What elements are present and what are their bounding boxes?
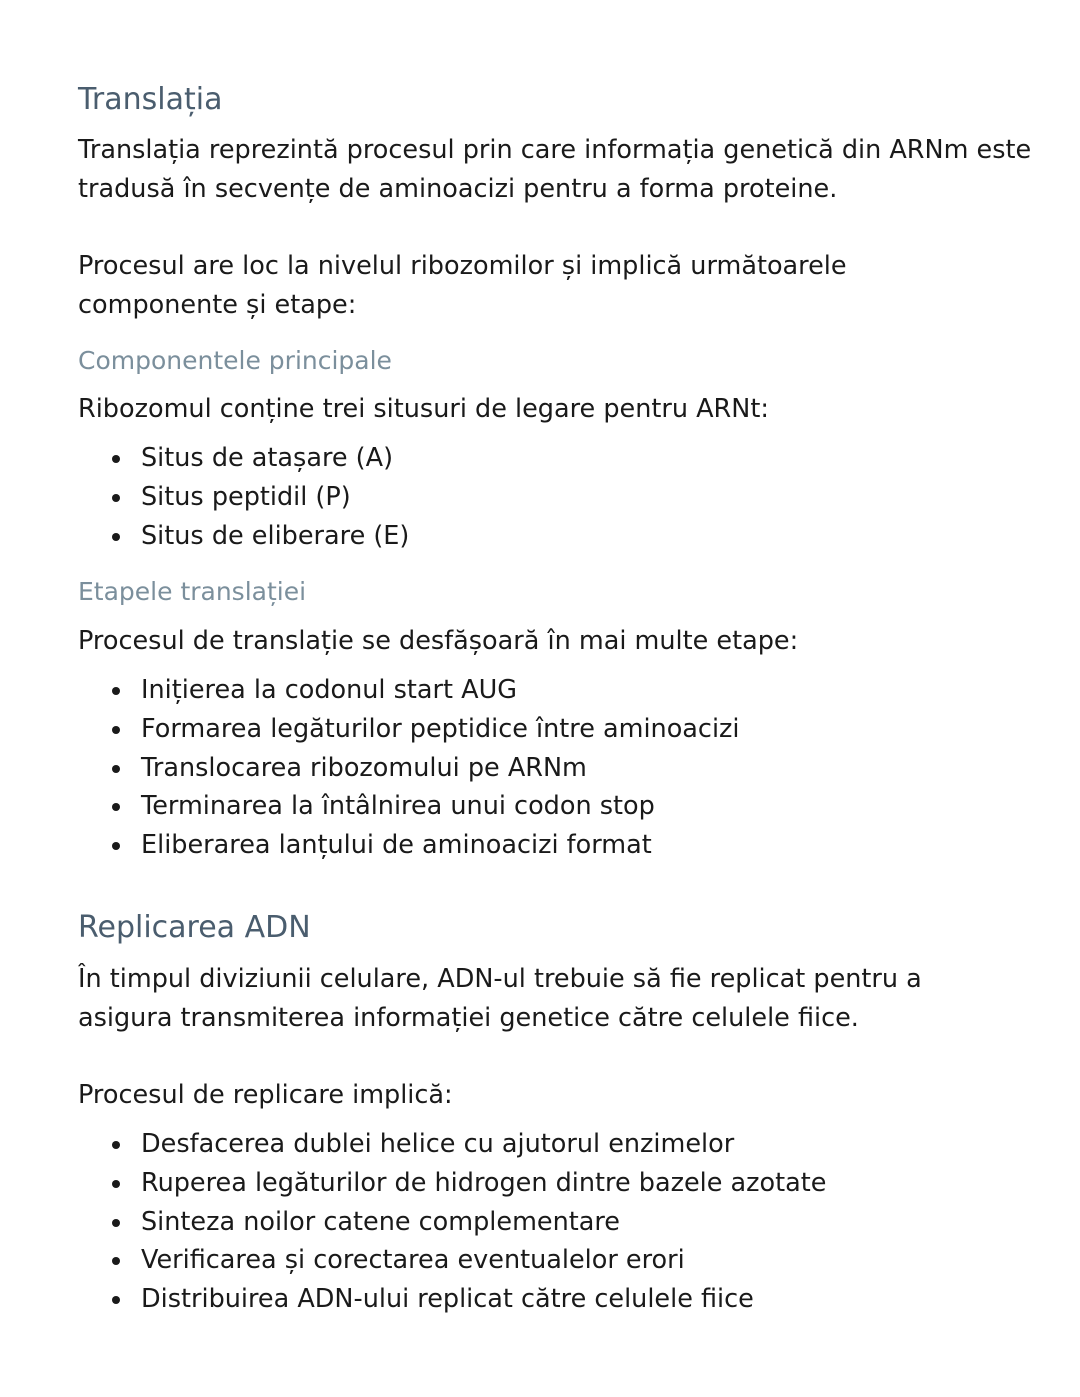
paragraph: Procesul are loc la nivelul ribozomilor și implică următoarele componente și etape: <box>78 251 847 320</box>
subsection-title-components: Componentele principale <box>78 346 392 375</box>
list-item: Distribuirea ADN-ului replicat către celulele fiice <box>78 1280 1038 1319</box>
section-title-replication: Replicarea ADN <box>78 910 311 945</box>
replication-list <box>78 1125 1038 1319</box>
list-item: Inițierea la codonul start AUG <box>78 671 1038 710</box>
list-item: Formarea legăturilor peptidice între aminoacizi <box>78 710 1038 749</box>
list-item: Terminarea la întâlnirea unui codon stop <box>78 787 1038 826</box>
components-list <box>78 439 1038 555</box>
list-item: Translocarea ribozomului pe ARNm <box>78 749 1038 788</box>
list-item: Desfacerea dublei helice cu ajutorul enzimelor <box>78 1125 1038 1164</box>
stages-list <box>78 671 1038 865</box>
list-item: Situs peptidil (P) <box>78 478 1038 517</box>
paragraph: Procesul de translație se desfășoară în mai multe etape: <box>78 626 799 656</box>
list-item: Situs de eliberare (E) <box>78 517 1038 556</box>
list-item: Verificarea și corectarea eventualelor erori <box>78 1241 1038 1280</box>
list-item: Eliberarea lanțului de aminoacizi format <box>78 826 1038 865</box>
paragraph: Translația reprezintă procesul prin care informația genetică din ARNm este tradusă în secvențe de aminoacizi pentru a forma proteine. <box>78 135 1032 204</box>
paragraph: Procesul de replicare implică: <box>78 1080 453 1110</box>
paragraph: În timpul diviziunii celulare, ADN-ul trebuie să fie replicat pentru a asigura transmiterea informației genetice către celulele fiice. <box>78 964 922 1033</box>
paragraph: Ribozomul conține trei situsuri de legare pentru ARNt: <box>78 394 769 424</box>
list-item: Ruperea legăturilor de hidrogen dintre bazele azotate <box>78 1164 1038 1203</box>
section-title-translation: Translația <box>78 82 223 117</box>
list-item: Sinteza noilor catene complementare <box>78 1203 1038 1242</box>
subsection-title-stages: Etapele translației <box>78 577 307 606</box>
list-item: Situs de atașare (A) <box>78 439 1038 478</box>
